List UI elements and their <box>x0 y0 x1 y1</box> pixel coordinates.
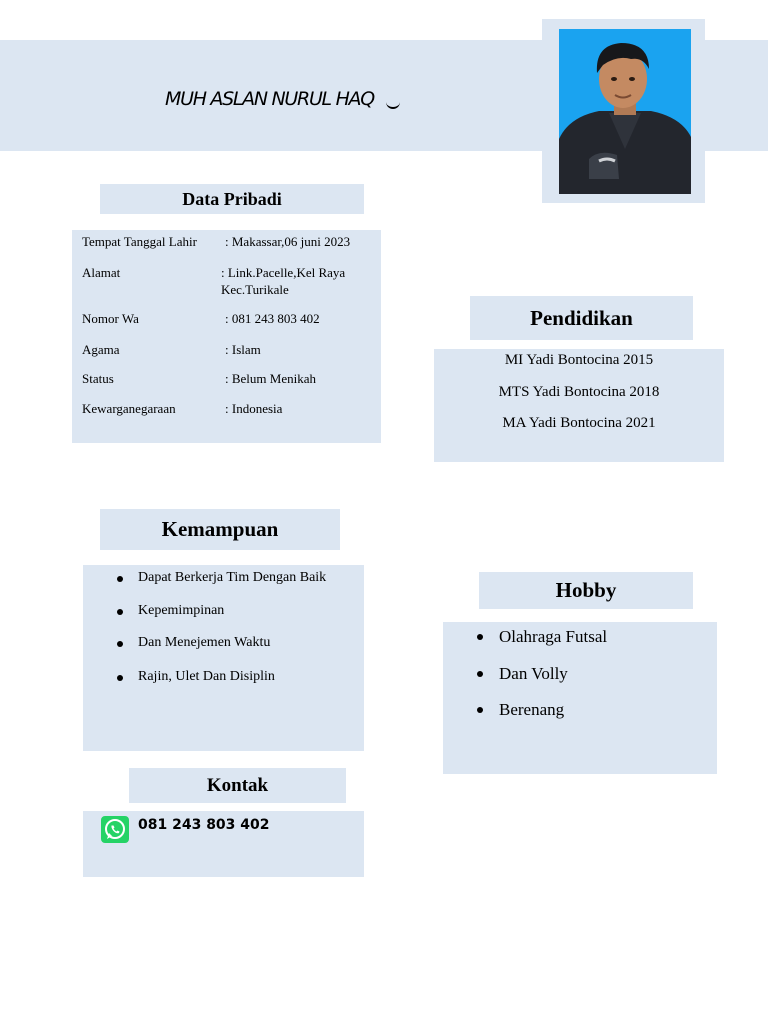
dp-value-status: : Belum Menikah <box>225 371 316 386</box>
whatsapp-icon <box>101 816 129 843</box>
list-item <box>138 669 326 701</box>
dp-label-kewarganegaraan: Kewarganegaraan <box>82 401 176 416</box>
dp-value-nomor-wa: : 081 243 803 402 <box>225 311 320 326</box>
dp-label-agama: Agama <box>82 342 120 357</box>
kemampuan-item: Dapat Berkerja Tim Dengan Baik <box>138 570 327 585</box>
list-item <box>499 664 607 701</box>
dp-value-kewarganegaraan: : Indonesia <box>225 401 283 416</box>
hobby-heading: Hobby <box>479 572 693 609</box>
bullet-icon <box>117 609 123 615</box>
bullet-icon <box>477 634 483 640</box>
dp-value-ttl: : Makassar,06 juni 2023 <box>225 234 351 249</box>
bullet-icon <box>477 671 483 677</box>
dp-label-status: Status <box>82 371 114 386</box>
dp-value-alamat: : Link.Pacelle,Kel Raya <box>221 265 346 280</box>
pendidikan-heading: Pendidikan <box>470 296 693 340</box>
kontak-heading: Kontak <box>129 768 346 803</box>
bullet-icon <box>117 675 123 681</box>
pendidikan-item: MI Yadi Bontocina 2015 <box>504 352 654 368</box>
hobby-item: Dan Volly <box>499 663 568 683</box>
list-item <box>138 603 326 636</box>
hobby-list <box>499 627 607 736</box>
bullet-icon <box>117 641 123 647</box>
dp-label-nomor-wa: Nomor Wa <box>82 311 139 326</box>
data-pribadi-heading: Data Pribadi <box>100 184 364 214</box>
dp-label-alamat: Alamat <box>82 265 121 280</box>
dp-value-alamat-line2: Kec.Turikale <box>221 282 289 297</box>
hobby-item: Berenang <box>499 700 565 719</box>
kemampuan-heading: Kemampuan <box>100 509 340 550</box>
dp-label-ttl: Tempat Tanggal Lahir <box>82 234 197 249</box>
full-name: MUH ASLAN NURUL HAQ <box>165 88 374 110</box>
list-item <box>138 635 326 669</box>
profile-photo <box>559 29 691 194</box>
hobby-item: Olahraga Futsal <box>499 627 608 646</box>
list-item <box>138 570 326 603</box>
bullet-icon <box>117 576 123 582</box>
kemampuan-list <box>138 570 326 701</box>
pendidikan-item: MA Yadi Bontocina 2021 <box>502 415 656 431</box>
kemampuan-item: Rajin, Ulet Dan Disiplin <box>138 668 275 684</box>
kontak-phone: 081 243 803 402 <box>138 817 270 833</box>
kemampuan-item: Kepemimpinan <box>138 602 225 618</box>
kemampuan-item: Dan Menejemen Waktu <box>138 635 271 650</box>
bullet-icon <box>477 707 483 713</box>
list-item <box>499 700 607 736</box>
pendidikan-item: MTS Yadi Bontocina 2018 <box>498 384 660 400</box>
dp-value-agama: : Islam <box>225 342 261 357</box>
list-item <box>499 627 607 664</box>
